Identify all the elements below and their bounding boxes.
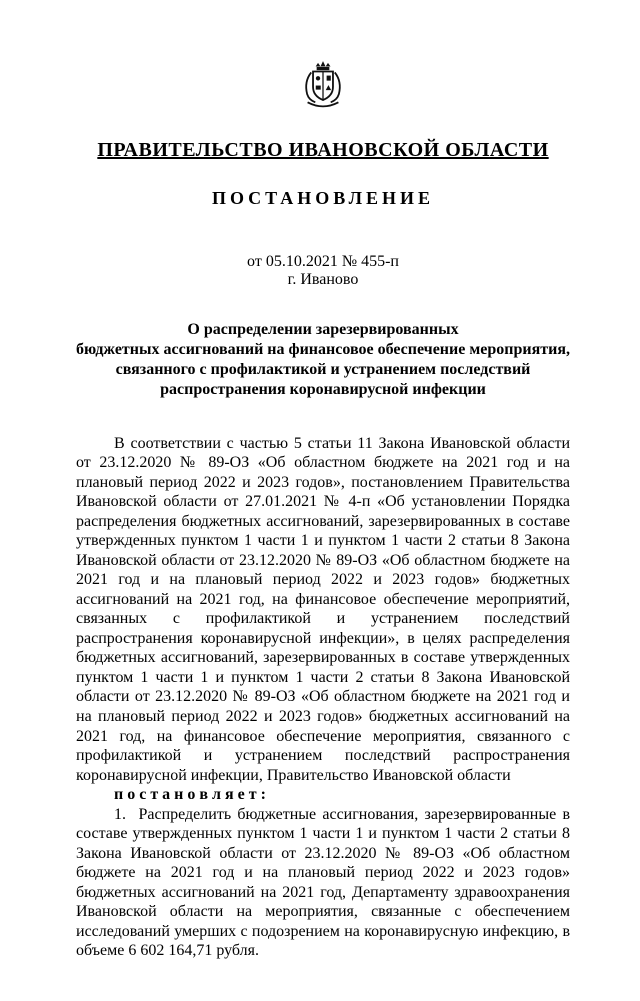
- city-line: г. Иваново: [287, 271, 359, 289]
- preamble-paragraph: В соответствии с частью 5 статьи 11 Закона Ивановской области от 23.12.2020 № 89-ОЗ «Об областном бюджете на 2021 год и на плановый период 2022 и 2023 годов», постановлением Правительства Ивановской области от 27.01.2021 № 4-п «Об установлении Порядка распределения бюджетных ассигнований, зарезервированных в составе утвержденных пунктом 1 части 1 и пунктом 1 части 2 статьи 8 Закона Ивановской области от 23.12.2020 № 89-ОЗ «Об областном бюджете на 2021 год и на плановый период 2022 и 2023 годов» бюджетных ассигнований на 2021 год, на финансовое обеспечение мероприятий, связанных с профилактикой и устранением последствий распространения коронавирусной инфекции», в целях распределения бюджетных ассигнований, зарезервированных в составе утвержденных пунктом 1 части 1 и пунктом 1 части 2 статьи 8 Закона Ивановской области от 23.12.2020 № 89-ОЗ «Об областном бюджете на 2021 год и на плановый период 2022 и 2023 годов» бюджетных ассигнований на 2021 год, на финансовое обеспечение мероприятия, связанного с профилактикой и устранением последствий распространения коронавирусной инфекции, Правительство Ивановской области: [76, 434, 570, 784]
- item-1-paragraph: 1. Распределить бюджетные ассигнования, зарезервированные в составе утвержденных пунктом 1 части 1 и пунктом 1 части 2 статьи 8 Закона Ивановской области от 23.12.2020 № 89-ОЗ «Об областном бюджете на 2021 год и на плановый период 2022 и 2023 годов» бюджетных ассигнований на 2021 год, Департаменту здравоохранения Ивановской области на мероприятия, связанные с обеспечением исследований умерших с подозрением на коронавирусную инфекцию, в объеме 6 602 164,71 рубля.: [76, 805, 570, 960]
- document-type-title: ПОСТАНОВЛЕНИЕ: [211, 188, 435, 208]
- document-body: [76, 434, 570, 961]
- subject-title: [76, 320, 570, 400]
- date-number-line: от 05.10.2021 № 455-п: [247, 253, 399, 270]
- subject-line-3: связанного с профилактикой и устранением последствий: [115, 360, 531, 378]
- resolves-line: п о с т а н о в л я е т :: [114, 786, 266, 804]
- coat-of-arms-icon: [76, 58, 570, 119]
- subject-line-1: О распределении зарезервированных: [187, 320, 459, 338]
- org-title: ПРАВИТЕЛЬСТВО ИВАНОВСКОЙ ОБЛАСТИ: [97, 139, 549, 161]
- subject-line-2: бюджетных ассигнований на финансовое обеспечение мероприятия,: [76, 340, 570, 358]
- subject-line-4: распространения коронавирусной инфекции: [160, 380, 486, 398]
